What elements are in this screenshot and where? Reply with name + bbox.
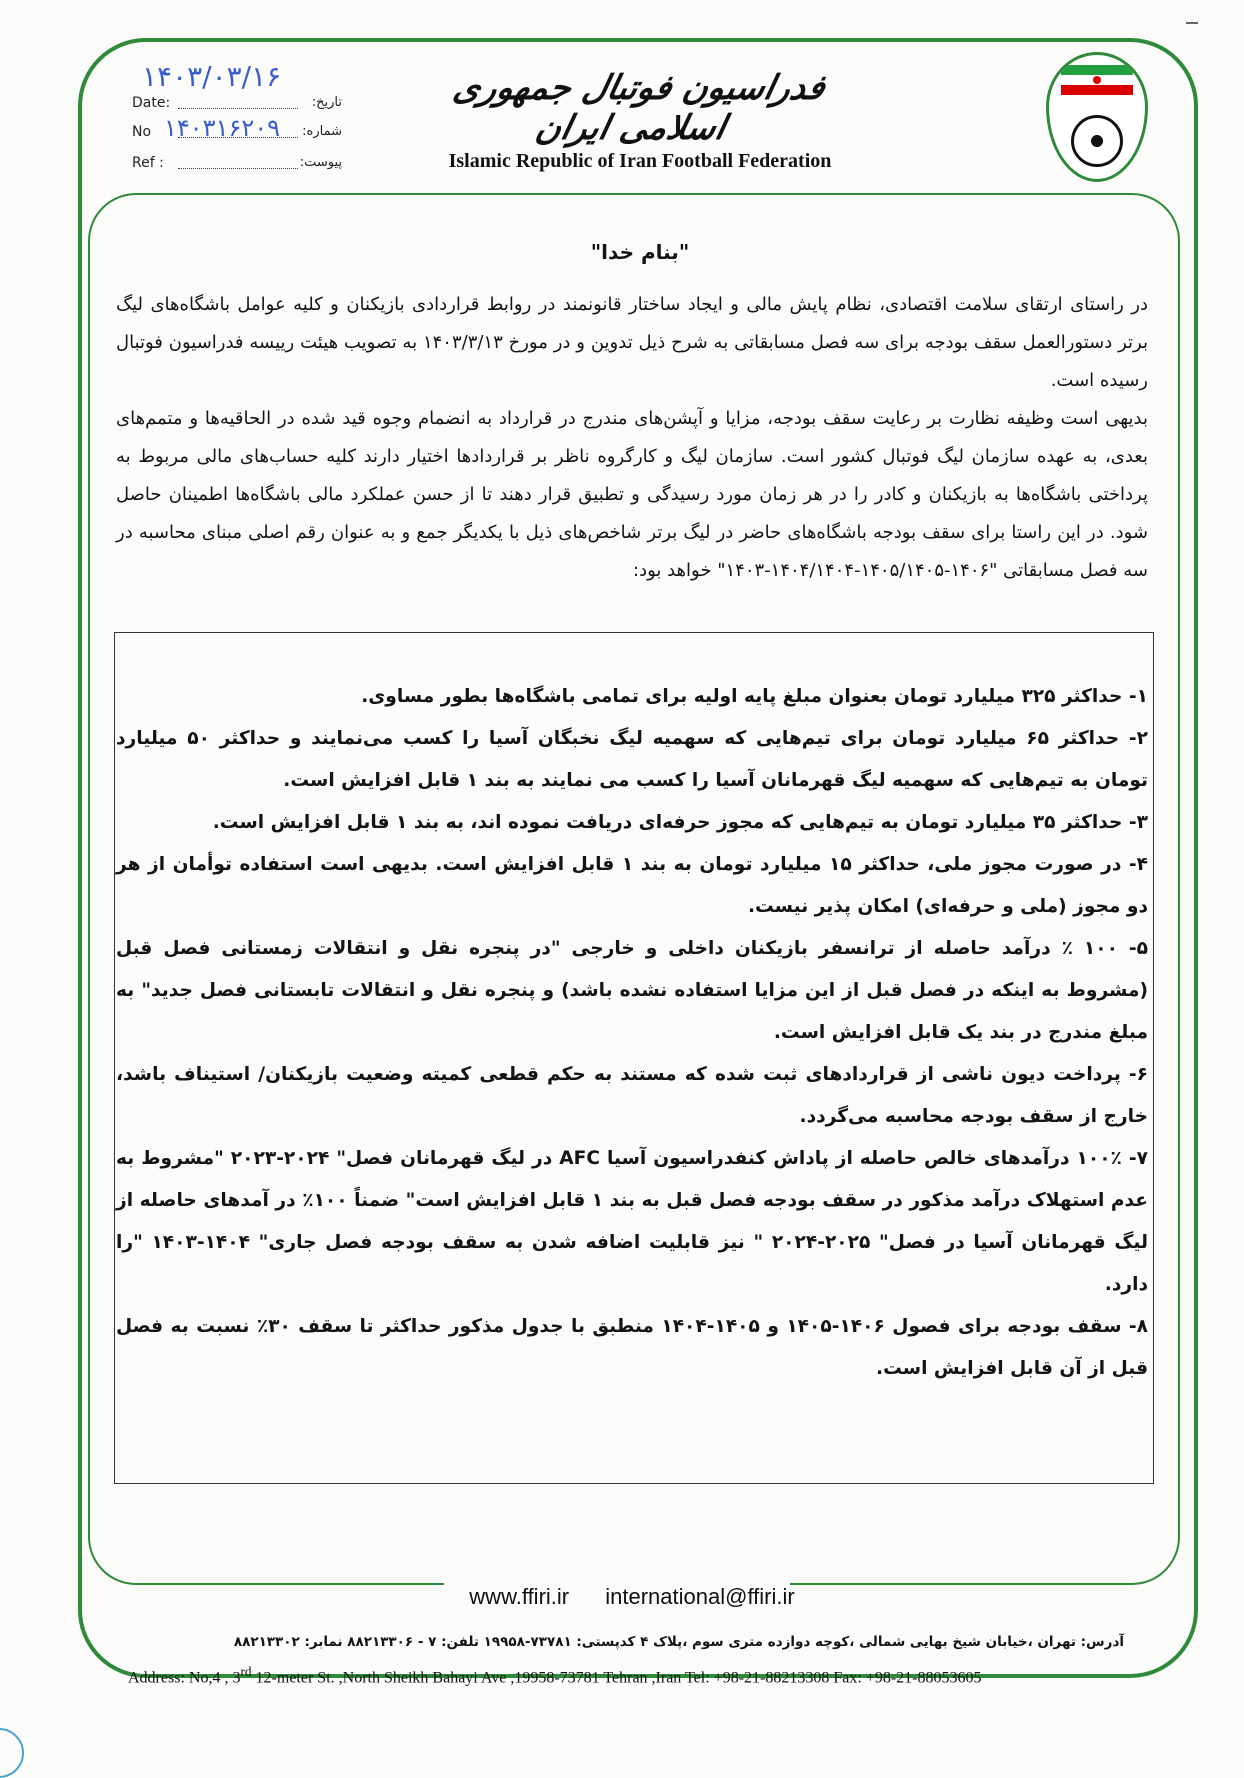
date-label-fa: تاریخ: [311, 95, 342, 110]
clause-item: ۴- در صورت مجوز ملی، حداکثر ۱۵ میلیارد تومان به بند ۱ قابل افزایش است. بدیهی است استفاده توأمان از هر دو مجوز (ملی و حرفه‌ای) امکان پذیر نیست. [116, 854, 1148, 917]
address-fa: آدرس: تهران ،خیابان شیخ بهایی شمالی ،کوچه دوازده متری سوم ،پلاک ۴ کدپستی: ۷۳۷۸۱-۱۹۹۵۸ تلفن: ۷ - ۸۸۲۱۳۳۰۶ نمابر: ۸۸۲۱۳۳۰۲ [233, 1634, 1124, 1650]
date-row [132, 95, 342, 115]
website-link[interactable]: www.ffiri.ir [469, 1584, 570, 1609]
clause-item: ۲- حداکثر ۶۵ میلیارد تومان برای تیم‌هایی که سهمیه لیگ نخبگان آسیا را کسب می‌نمایند و حداکثر ۵۰ میلیارد تومان به تیم‌هایی که سهمیه لیگ قهرمانان آسیا را کسب می نمایند به بند ۱ قابل افزایش است. [116, 728, 1148, 791]
address-en-rest: 12-meter St. ,North Sheikh Bahayi Ave ,19958-73781 Tehran ,Iran Tel: +98-21-88213308 Fax: +98-21-88053605 [251, 1669, 982, 1687]
address-en-prefix: Address: No,4 , 3 [128, 1669, 241, 1687]
iran-flag-icon [1061, 65, 1133, 95]
number-label-en: No [132, 124, 152, 140]
address-en [128, 1664, 1128, 1687]
intro-paragraph-1: در راستای ارتقای سلامت اقتصادی، نظام پایش مالی و ایجاد ساختار قانونمند در روابط قراردادی بازیکنان و کلیه عوامل باشگاه‌های لیگ برتر دستورالعمل سقف بودجه برای سه فصل مسابقاتی به شرح ذیل تدوین و در مورخ ۱۴۰۳/۳/۱۳ به تصویب هیئت رییسه فدراسیون فوتبال رسیده است. [116, 294, 1148, 391]
document-heading: "بنام خدا" [590, 240, 690, 264]
federation-title-en: Islamic Republic of Iran Football Federation [448, 150, 832, 172]
ref-label-en: Ref : [132, 155, 164, 171]
clause-item: ۱- حداکثر ۳۲۵ میلیارد تومان بعنوان مبلغ پایه اولیه برای تمامی باشگاه‌ها بطور مساوی. [361, 686, 1148, 707]
football-icon [1071, 115, 1123, 167]
number-value: ۱۴۰۳۱۶۲۰۹ [164, 114, 281, 142]
ref-row [132, 155, 342, 175]
clauses-list [116, 676, 1148, 1390]
clause-item: ۳- حداکثر ۳۵ میلیارد تومان به تیم‌هایی که مجوز حرفه‌ای دریافت نموده اند، به بند ۱ قابل افزایش است. [212, 812, 1148, 833]
scan-mark [1186, 22, 1198, 24]
date-label-en: Date: [132, 95, 171, 111]
address-en-sup: rd [240, 1664, 252, 1679]
email-link[interactable]: international@ffiri.ir [605, 1584, 795, 1609]
clause-item: ۸- سقف بودجه برای فصول ۱۴۰۶-۱۴۰۵ و ۱۴۰۵-۱۴۰۴ منطبق با جدول مذکور حداکثر تا سقف ۳۰٪ نسبت به فصل قبل از آن قابل افزایش است. [116, 1316, 1148, 1379]
clause-item: ۵- ۱۰۰ ٪ درآمد حاصله از ترانسفر بازیکنان داخلی و خارجی "در پنجره نقل و انتقالات زمستانی فصل قبل (مشروط به اینکه در فصل قبل از این مزایا استفاده نشده باشد) و پنجره نقل و انتقالات تابستانی فصل جدید" به مبلغ مندرج در بند یک قابل افزایش است. [116, 938, 1148, 1043]
corner-stamp-fragment [0, 1728, 24, 1778]
ref-label-fa: پیوست: [299, 155, 342, 170]
number-label-fa: شماره: [302, 124, 342, 139]
intro-text [116, 286, 1148, 590]
date-value: ۱۴۰۳/۰۳/۱۶ [142, 60, 282, 93]
clause-item: ۷- ۱۰۰٪ درآمدهای خالص حاصله از پاداش کنفدراسیون آسیا AFC در لیگ قهرمانان فصل" ۲۰۲۴-۲۰۲۳ "مشروط به عدم استهلاک درآمد مذکور در سقف بودجه فصل قبل به بند ۱ قابل افزایش است" ضمناً ۱۰۰٪ در آمدهای حاصله از لیگ قهرمانان آسیا در فصل" ۲۰۲۵-۲۰۲۴ " نیز قابلیت اضافه شدن به سقف بودجه فصل جاری" ۱۴۰۴-۱۴۰۳ "را دارد. [116, 1148, 1148, 1295]
footer-contact [432, 1584, 832, 1610]
federation-title-fa: فدراسیون فوتبال جمهوری اسلامی ایران [449, 68, 829, 148]
intro-paragraph-2: بدیهی است وظیفه نظارت بر رعایت سقف بودجه، مزایا و آپشن‌های مندرج در قرارداد به انضمام وجوه قید شده در الحاقیه‌ها و متمم‌های بعدی، به عهده سازمان لیگ فوتبال کشور است. سازمان لیگ و کارگروه ناظر بر قراردادها اختیار دارند کلیه حساب‌های مالی مربوط به پرداختی باشگاه‌ها به بازیکنان و کادر را در هر زمان مورد رسیدگی و تطبیق قرار دهند تا از حسن عملکرد مالی باشگاه‌ها اطمینان حاصل شود. در این راستا برای سقف بودجه باشگاه‌های حاضر در لیگ برتر شاخص‌های ذیل با یکدیگر جمع و به عنوان رقم اصلی مبنای محاسبه در سه فصل مسابقاتی "۱۴۰۶-۱۴۰۵/۱۴۰۵-۱۴۰۴/۱۴۰۴-۱۴۰۳" خواهد بود: [116, 408, 1148, 581]
clause-item: ۶- پرداخت دیون ناشی از قراردادهای ثبت شده که مستند به حکم قطعی کمیته وضعیت بازیکنان/ استیناف باشد، خارج از سقف بودجه محاسبه می‌گردد. [116, 1064, 1148, 1127]
